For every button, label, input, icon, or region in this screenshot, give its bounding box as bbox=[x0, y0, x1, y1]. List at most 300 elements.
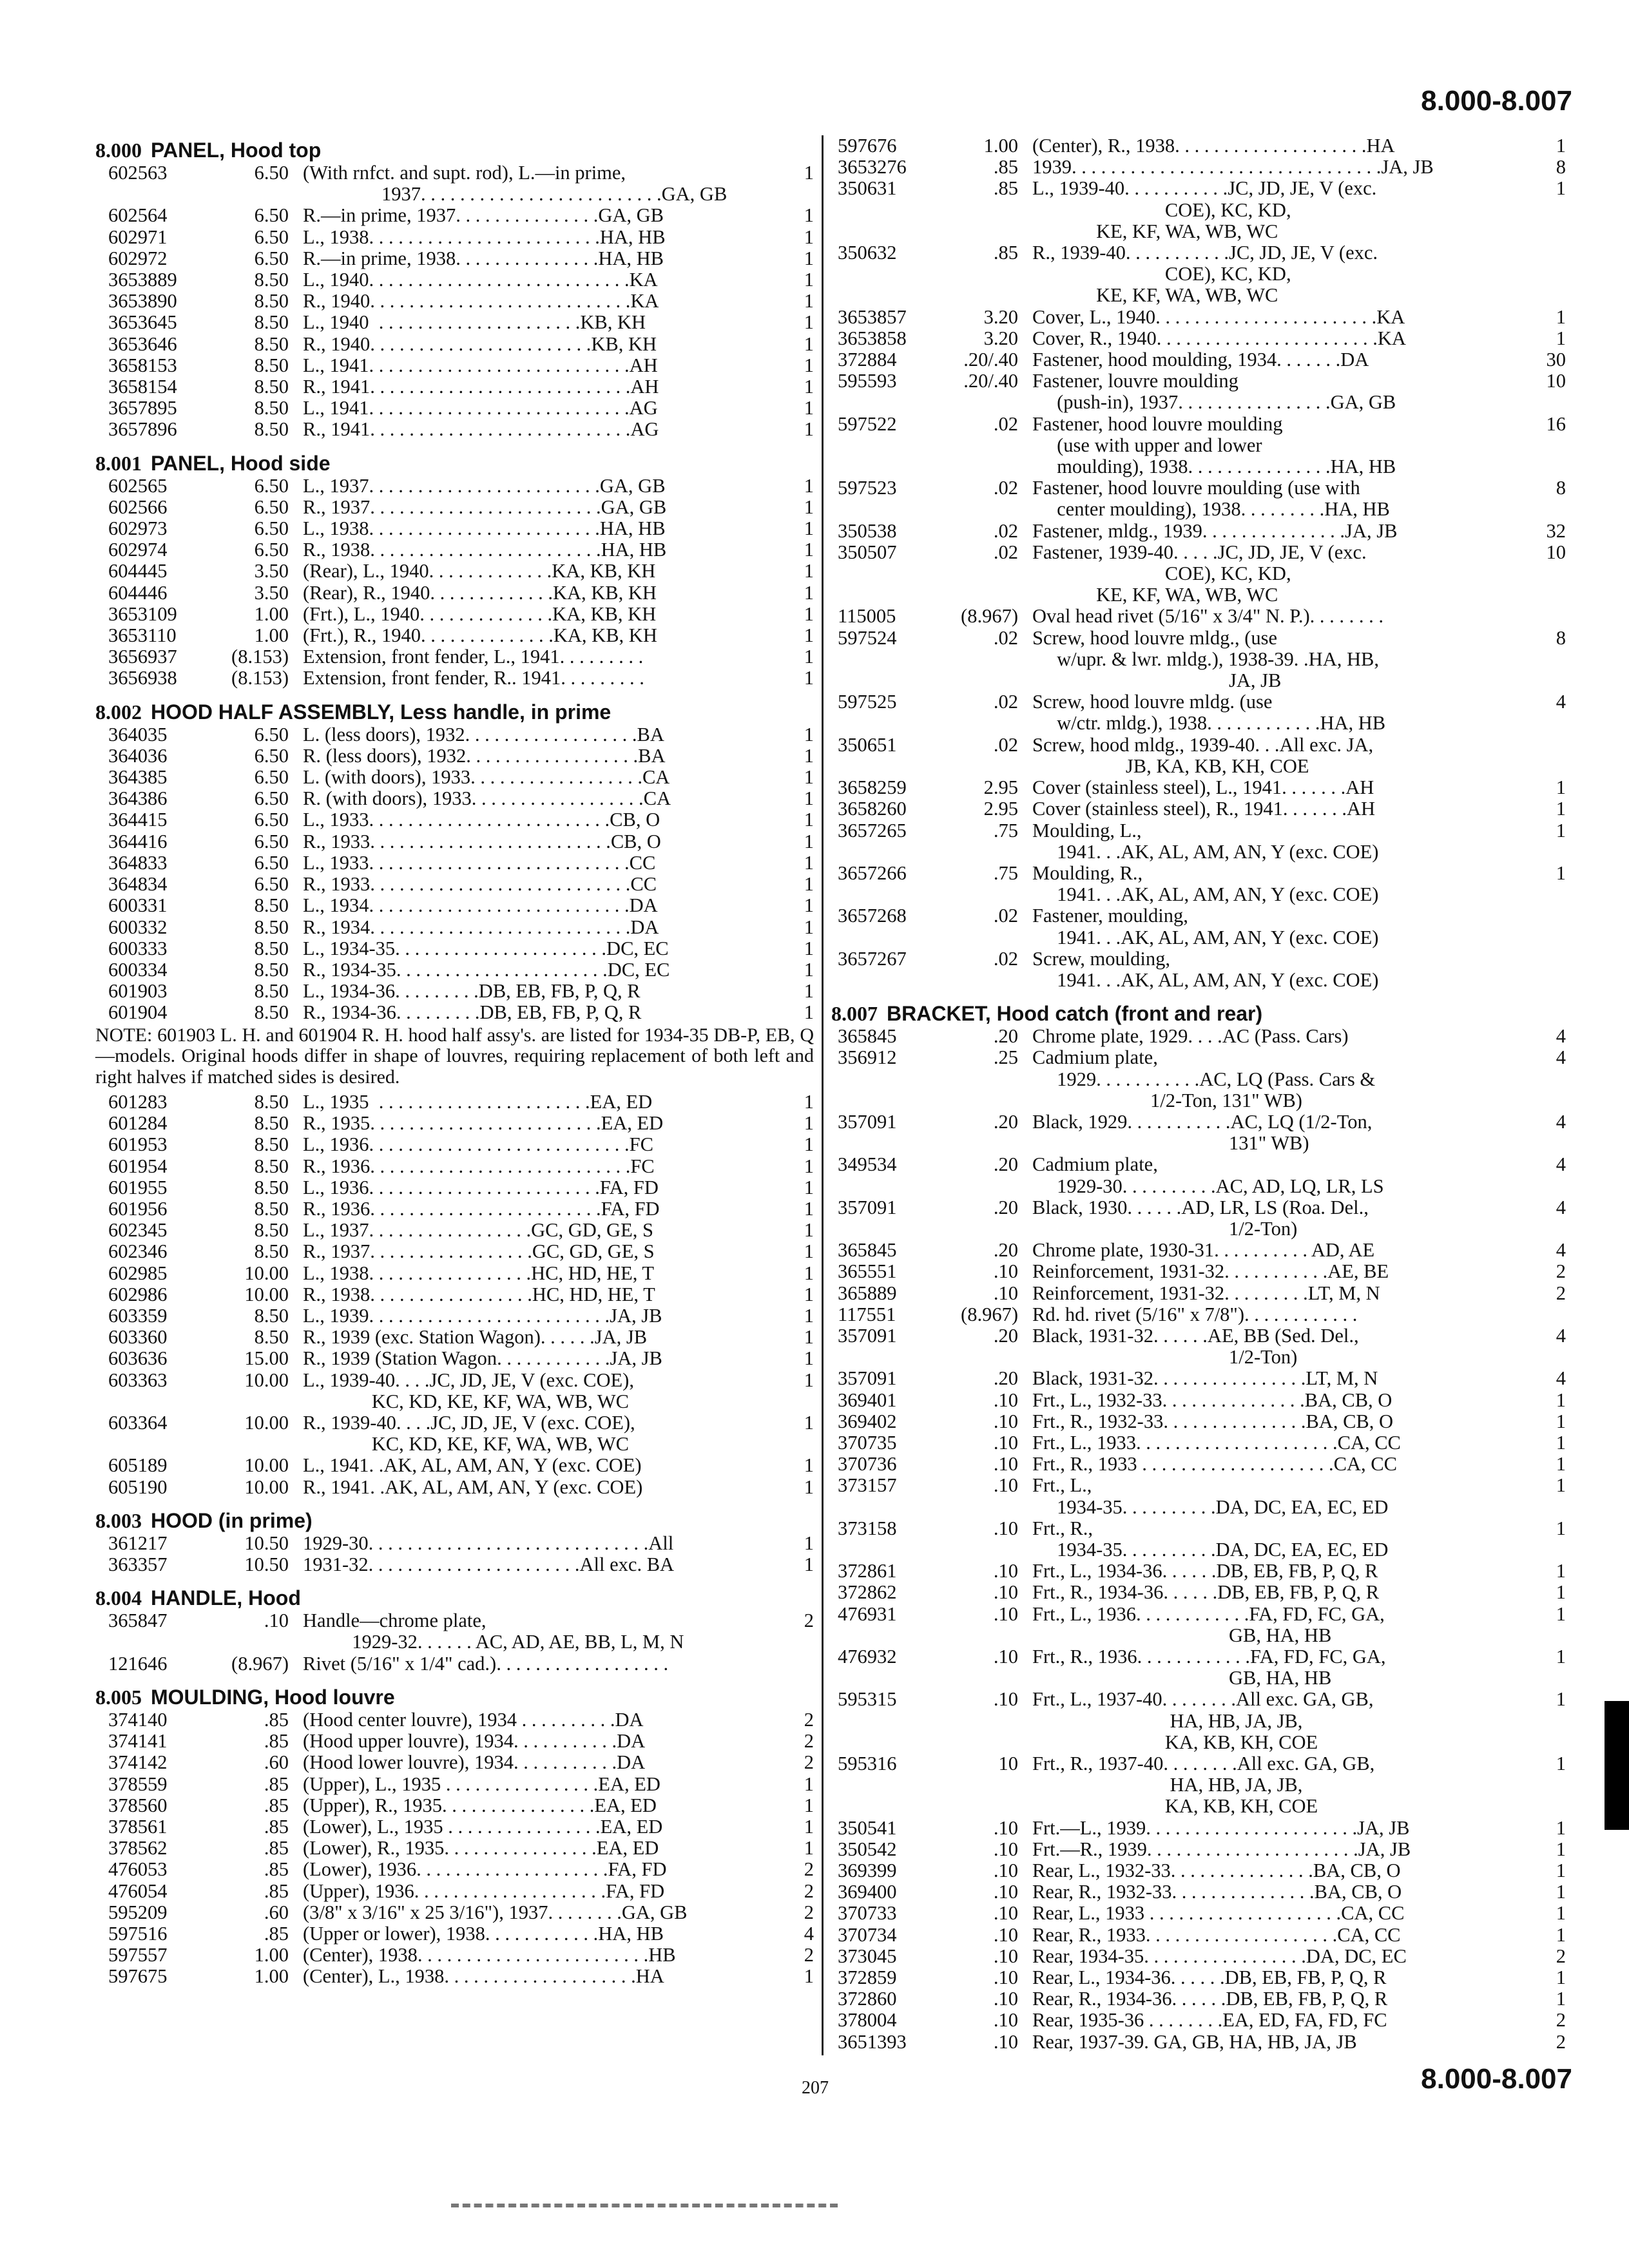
part-description: Screw, hood louvre mldg. (use w/ctr. mldg.), 1938. . . . . . . . . . . .HA, HB bbox=[1032, 691, 1386, 735]
part-description: Reinforcement, 1931-32. . . . . . . . .LT, M, N bbox=[1032, 1282, 1380, 1304]
part-price: 6.50 bbox=[254, 204, 289, 227]
part-row bbox=[95, 1902, 814, 1923]
part-price: .75 bbox=[993, 819, 1018, 841]
part-description: L., 1937. . . . . . . . . . . . . . . . . . . . . . . .GA, GB bbox=[303, 474, 666, 497]
part-price: .85 bbox=[264, 1879, 289, 1902]
part-description: L., 1933. . . . . . . . . . . . . . . . . . . . . . . . . . .CC bbox=[303, 851, 656, 874]
part-quantity: 1 bbox=[804, 1262, 814, 1284]
part-quantity: 2 bbox=[1556, 1282, 1566, 1304]
section-heading bbox=[95, 448, 814, 476]
section-number: 8.003 bbox=[95, 1508, 142, 1532]
part-description: Rear, L., 1934-36. . . . . .DB, EB, FB, P, Q, R bbox=[1032, 1966, 1387, 1989]
part-price: 8.50 bbox=[254, 1155, 289, 1177]
part-row bbox=[95, 355, 814, 376]
part-number: 605190 bbox=[108, 1475, 168, 1498]
part-number: 3656937 bbox=[108, 646, 177, 668]
part-description: R., 1938. . . . . . . . . . . . . . . . . . . . . . . .HA, HB bbox=[303, 539, 667, 561]
part-number: 602345 bbox=[108, 1219, 168, 1242]
part-description: R., 1940. . . . . . . . . . . . . . . . . . . . . . .KB, KH bbox=[303, 332, 657, 355]
part-price: .20 bbox=[993, 1110, 1018, 1133]
part-description: Rear, 1935-36 . . . . . . . .EA, ED, FA, FD, FC bbox=[1032, 2009, 1387, 2032]
part-quantity: 1 bbox=[804, 474, 814, 497]
part-quantity: 1 bbox=[804, 418, 814, 441]
part-description: Frt., R., 1933 . . . . . . . . . . . . . . . . . . . .CA, CC bbox=[1032, 1453, 1397, 1475]
part-row bbox=[831, 157, 1566, 178]
part-row bbox=[95, 1795, 814, 1816]
part-row bbox=[831, 178, 1566, 242]
part-quantity: 1 bbox=[1556, 1517, 1566, 1539]
part-quantity: 1 bbox=[804, 1001, 814, 1024]
part-price: .10 bbox=[993, 1945, 1018, 1967]
part-price: 8.50 bbox=[254, 937, 289, 959]
part-description: (Frt.), R., 1940. . . . . . . . . . . . . .KA, KB, KH bbox=[303, 624, 657, 647]
part-number: 597557 bbox=[108, 1944, 168, 1966]
part-number: 365845 bbox=[838, 1239, 897, 1262]
part-price: 6.50 bbox=[254, 495, 289, 518]
part-quantity: 2 bbox=[804, 1730, 814, 1753]
part-number: 374142 bbox=[108, 1751, 168, 1774]
part-price: (8.153) bbox=[231, 667, 289, 689]
part-description: Rear, L., 1933 . . . . . . . . . . . . . . . . . . . .CA, CC bbox=[1032, 1902, 1405, 1925]
part-row bbox=[831, 777, 1566, 798]
part-number: 378004 bbox=[838, 2009, 897, 2032]
part-quantity: 1 bbox=[1556, 1988, 1566, 2010]
part-price: 8.50 bbox=[254, 1198, 289, 1220]
part-number: 3653646 bbox=[108, 332, 177, 355]
part-quantity: 1 bbox=[1556, 1431, 1566, 1454]
part-description: L., 1938. . . . . . . . . . . . . . . . .HC, HD, HE, T bbox=[303, 1262, 655, 1284]
part-price: 10 bbox=[998, 1753, 1018, 1775]
section-title: MOULDING, Hood louvre bbox=[151, 1685, 395, 1709]
part-description: Fastener, hood moulding, 1934. . . . . . .DA bbox=[1032, 349, 1369, 371]
part-row bbox=[95, 1113, 814, 1134]
part-description: L., 1938. . . . . . . . . . . . . . . . . . . . . . . .HA, HB bbox=[303, 517, 666, 540]
part-row bbox=[95, 809, 814, 831]
part-number: 3653858 bbox=[838, 327, 907, 349]
part-quantity: 1 bbox=[804, 269, 814, 291]
part-description: R., 1941. . . . . . . . . . . . . . . . . . . . . . . . . . .AH bbox=[303, 376, 659, 398]
part-number: 121646 bbox=[108, 1652, 168, 1675]
part-description: Cadmium plate, 1929-30. . . . . . . . . .AC, AD, LQ, LR, LS bbox=[1032, 1153, 1384, 1197]
part-number: 363357 bbox=[108, 1553, 168, 1576]
part-price: 2.95 bbox=[983, 776, 1018, 799]
part-number: 3651393 bbox=[838, 2030, 907, 2053]
part-price: .75 bbox=[993, 861, 1018, 884]
part-number: 365847 bbox=[108, 1610, 168, 1632]
part-row bbox=[95, 1774, 814, 1795]
part-number: 3657895 bbox=[108, 397, 177, 419]
part-quantity: 4 bbox=[804, 1922, 814, 1945]
part-number: 597522 bbox=[838, 412, 897, 435]
part-number: 356912 bbox=[838, 1046, 897, 1069]
part-row bbox=[831, 242, 1566, 307]
part-row bbox=[95, 788, 814, 809]
part-number: 601956 bbox=[108, 1198, 168, 1220]
part-row bbox=[95, 1477, 814, 1498]
part-description: R., 1934. . . . . . . . . . . . . . . . . . . . . . . . . . .DA bbox=[303, 916, 659, 938]
part-quantity: 1 bbox=[1556, 1474, 1566, 1497]
part-description: (Hood upper louvre), 1934. . . . . . . . . . .DA bbox=[303, 1730, 646, 1753]
part-number: 600332 bbox=[108, 916, 168, 938]
part-quantity: 2 bbox=[804, 1879, 814, 1902]
part-price: 8.50 bbox=[254, 332, 289, 355]
part-row bbox=[95, 1241, 814, 1262]
part-row bbox=[95, 1731, 814, 1752]
part-quantity: 1 bbox=[804, 247, 814, 269]
part-row bbox=[95, 1709, 814, 1731]
section-number: 8.005 bbox=[95, 1685, 142, 1709]
part-quantity: 1 bbox=[804, 162, 814, 184]
part-description: (Lower), R., 1935. . . . . . . . . . . . . . . .EA, ED bbox=[303, 1837, 659, 1860]
left-column bbox=[95, 135, 814, 1995]
part-quantity: 1 bbox=[1556, 1923, 1566, 1946]
part-number: 365551 bbox=[838, 1260, 897, 1283]
page-number: 207 bbox=[802, 2078, 829, 2098]
part-quantity: 1 bbox=[804, 311, 814, 334]
part-price: 3.50 bbox=[254, 581, 289, 604]
part-description: Rear, R., 1934-36. . . . . .DB, EB, FB, P, Q, R bbox=[1032, 1988, 1388, 2010]
part-quantity: 1 bbox=[804, 495, 814, 518]
part-row bbox=[831, 1582, 1566, 1603]
part-number: 601284 bbox=[108, 1112, 168, 1135]
part-price: .10 bbox=[993, 1688, 1018, 1711]
part-price: .85 bbox=[264, 1773, 289, 1795]
part-row bbox=[95, 1412, 814, 1455]
part-quantity: 1 bbox=[804, 1553, 814, 1576]
part-row bbox=[95, 1305, 814, 1327]
part-price: .02 bbox=[993, 519, 1018, 542]
part-number: 603360 bbox=[108, 1326, 168, 1349]
part-number: 364415 bbox=[108, 809, 168, 831]
part-number: 601953 bbox=[108, 1133, 168, 1156]
part-quantity: 1 bbox=[1556, 1389, 1566, 1411]
part-price: .10 bbox=[993, 2030, 1018, 2053]
part-description: R., 1941. .AK, AL, AM, AN, Y (exc. COE) bbox=[303, 1475, 643, 1498]
part-description: Extension, front fender, L., 1941. . . . . . . . . bbox=[303, 646, 644, 668]
part-description: R., 1937. . . . . . . . . . . . . . . . .GC, GD, GE, S bbox=[303, 1240, 655, 1263]
part-price: .20 bbox=[993, 1324, 1018, 1347]
part-number: 3658153 bbox=[108, 354, 177, 376]
part-price: .10 bbox=[993, 1988, 1018, 2010]
page-title-top: 8.000-8.007 bbox=[1421, 85, 1572, 117]
part-number: 3653889 bbox=[108, 269, 177, 291]
part-number: 364416 bbox=[108, 830, 168, 852]
part-description: (Upper), L., 1935 . . . . . . . . . . . . . . . .EA, ED bbox=[303, 1773, 660, 1795]
part-price: .10 bbox=[993, 1517, 1018, 1539]
part-price: 8.50 bbox=[254, 916, 289, 938]
part-row bbox=[831, 1047, 1566, 1111]
part-row bbox=[831, 1753, 1566, 1818]
part-row bbox=[95, 1752, 814, 1773]
part-row bbox=[95, 582, 814, 604]
part-description: Frt., L., 1933. . . . . . . . . . . . . . . . . . . . .CA, CC bbox=[1032, 1431, 1401, 1454]
part-description: (Lower), 1936. . . . . . . . . . . . . . . . . . . .FA, FD bbox=[303, 1858, 667, 1881]
part-row bbox=[831, 1111, 1566, 1154]
part-quantity: 1 bbox=[804, 894, 814, 917]
part-quantity: 1 bbox=[804, 851, 814, 874]
part-description: Rd. hd. rivet (5/16" x 7/8"). . . . . . . . . . . . bbox=[1032, 1303, 1358, 1325]
part-price: 8.50 bbox=[254, 894, 289, 917]
part-price: 6.50 bbox=[254, 873, 289, 896]
part-quantity bbox=[1528, 735, 1566, 777]
part-price: .85 bbox=[993, 156, 1018, 178]
part-price: .85 bbox=[993, 242, 1018, 264]
part-row bbox=[95, 162, 814, 205]
part-quantity: 1 bbox=[804, 560, 814, 582]
part-quantity: 10 bbox=[1546, 370, 1566, 392]
part-number: 3657265 bbox=[838, 819, 907, 841]
part-description: Chrome plate, 1930-31. . . . . . . . . . AD, AE bbox=[1032, 1239, 1375, 1262]
part-quantity: 4 bbox=[1556, 691, 1566, 713]
part-price: 6.50 bbox=[254, 474, 289, 497]
part-number: 370735 bbox=[838, 1431, 897, 1454]
part-price: .02 bbox=[993, 691, 1018, 713]
part-quantity: 1 bbox=[1556, 1860, 1566, 1882]
part-description: Reinforcement, 1931-32. . . . . . . . . . .AE, BE bbox=[1032, 1260, 1389, 1283]
part-row bbox=[95, 1177, 814, 1198]
part-description: Frt., L., 1932-33. . . . . . . . . . . . . . .BA, CB, O bbox=[1032, 1389, 1393, 1411]
part-number: 476932 bbox=[838, 1646, 897, 1668]
part-description: L., 1937. . . . . . . . . . . . . . . . .GC, GD, GE, S bbox=[303, 1219, 653, 1242]
part-price: 8.50 bbox=[254, 269, 289, 291]
section-note: NOTE: 601903 L. H. and 601904 R. H. hood half assy's. are listed for 1934-35 DB-P, EB, Q—models. Original hoods differ in shape of louvres, requiring replacement of both left and right halves if matched sides is desired. bbox=[95, 1024, 814, 1088]
part-description: Cover (stainless steel), R., 1941. . . . . . .AH bbox=[1032, 798, 1375, 820]
part-price: .85 bbox=[993, 177, 1018, 200]
part-price: .02 bbox=[993, 626, 1018, 649]
part-row bbox=[831, 1432, 1566, 1454]
part-price: .60 bbox=[264, 1751, 289, 1774]
part-price: 6.50 bbox=[254, 247, 289, 269]
part-description: (Upper), R., 1935. . . . . . . . . . . . . . . .EA, ED bbox=[303, 1794, 657, 1816]
part-row bbox=[831, 1946, 1566, 1967]
part-row bbox=[95, 646, 814, 668]
part-price: .10 bbox=[993, 1881, 1018, 1903]
section-title: HOOD (in prime) bbox=[151, 1508, 313, 1532]
part-price: 8.50 bbox=[254, 418, 289, 441]
part-row bbox=[95, 1816, 814, 1838]
part-price: 6.50 bbox=[254, 830, 289, 852]
part-row bbox=[95, 398, 814, 419]
part-row bbox=[95, 1156, 814, 1177]
part-description: R., 1934-35. . . . . . . . . . . . . . . . . . . . . .DC, EC bbox=[303, 958, 670, 981]
part-quantity: 1 bbox=[804, 1176, 814, 1198]
part-row bbox=[95, 312, 814, 333]
part-price: .85 bbox=[264, 1730, 289, 1753]
part-quantity: 8 bbox=[1556, 156, 1566, 178]
part-quantity: 1 bbox=[1556, 1838, 1566, 1860]
part-quantity: 1 bbox=[804, 1240, 814, 1263]
part-description: Screw, hood louvre mldg., (use w/upr. & lwr. mldg.), 1938-39. .HA, HB, JA, JB bbox=[1032, 626, 1379, 692]
part-price: 1.00 bbox=[254, 602, 289, 625]
part-price: 6.50 bbox=[254, 723, 289, 745]
part-price: 10.00 bbox=[244, 1454, 289, 1477]
part-number: 3653645 bbox=[108, 311, 177, 334]
part-number: 3656938 bbox=[108, 667, 177, 689]
part-quantity: 4 bbox=[1556, 1324, 1566, 1347]
part-row bbox=[831, 1646, 1566, 1689]
part-row bbox=[831, 1604, 1566, 1646]
part-row bbox=[831, 477, 1566, 520]
part-row bbox=[95, 917, 814, 938]
part-row bbox=[831, 1689, 1566, 1753]
part-quantity: 1 bbox=[804, 744, 814, 767]
part-description: R. (with doors), 1933. . . . . . . . . . . . . . . . . .CA bbox=[303, 787, 671, 810]
part-price: 1.00 bbox=[254, 624, 289, 647]
part-quantity: 1 bbox=[804, 1283, 814, 1305]
part-description: R., 1934-36. . . . . . . . .DB, EB, FB, P, Q, R bbox=[303, 1001, 642, 1024]
part-quantity bbox=[776, 1653, 814, 1675]
part-description: Fastener, louvre moulding (push-in), 1937. . . . . . . . . . . . . . . .GA, GB bbox=[1032, 370, 1396, 414]
part-row bbox=[831, 328, 1566, 349]
part-price: .10 bbox=[993, 1923, 1018, 1946]
part-number: 3658260 bbox=[838, 798, 907, 820]
part-row bbox=[95, 476, 814, 497]
part-row bbox=[95, 874, 814, 895]
part-description: R., 1939 (Station Wagon. . . . . . . . . . . .JA, JB bbox=[303, 1347, 662, 1370]
part-description: Frt., R., 1934-35. . . . . . . . . .DA, DC, EA, EC, ED bbox=[1032, 1517, 1389, 1561]
part-description: R., 1936. . . . . . . . . . . . . . . . . . . . . . . .FA, FD bbox=[303, 1198, 660, 1220]
part-price: 8.50 bbox=[254, 354, 289, 376]
part-number: 364386 bbox=[108, 787, 168, 810]
part-number: 3653110 bbox=[108, 624, 177, 647]
part-number: 369402 bbox=[838, 1410, 897, 1432]
part-quantity: 8 bbox=[1556, 477, 1566, 499]
part-price: .85 bbox=[264, 1837, 289, 1860]
part-price: .10 bbox=[993, 1816, 1018, 1839]
part-description: 1929-30. . . . . . . . . . . . . . . . . . . . . . . . . . . . .All bbox=[303, 1532, 674, 1554]
part-description: Fastener, mldg., 1939. . . . . . . . . . . . . . .JA, JB bbox=[1032, 519, 1398, 542]
part-number: 601904 bbox=[108, 1001, 168, 1024]
part-description: (Hood lower louvre), 1934. . . . . . . . . . .DA bbox=[303, 1751, 646, 1774]
part-price: .10 bbox=[993, 1282, 1018, 1304]
part-price: 15.00 bbox=[244, 1347, 289, 1370]
part-description: L., 1939-40. . . .JC, JD, JE, V (exc. COE), KC, KD, KE, KF, WA, WB, WC bbox=[303, 1369, 634, 1412]
part-price: 8.50 bbox=[254, 1219, 289, 1242]
part-quantity: 1 bbox=[1556, 327, 1566, 349]
part-number: 600334 bbox=[108, 958, 168, 981]
part-quantity: 1 bbox=[1556, 1410, 1566, 1432]
part-price: .02 bbox=[993, 477, 1018, 499]
part-row bbox=[831, 948, 1566, 991]
part-description: Frt., R., 1934-36. . . . . .DB, EB, FB, P, Q, R bbox=[1032, 1581, 1380, 1604]
catalog-section bbox=[95, 1583, 814, 1675]
catalog-section bbox=[831, 999, 1566, 2053]
part-price: .10 bbox=[993, 1966, 1018, 1989]
part-description: 1931-32. . . . . . . . . . . . . . . . . . . . . .All exc. BA bbox=[303, 1553, 675, 1576]
part-number: 115005 bbox=[838, 605, 896, 628]
part-description: R., 1933. . . . . . . . . . . . . . . . . . . . . . . . .CB, O bbox=[303, 830, 661, 852]
part-price: 8.50 bbox=[254, 1305, 289, 1327]
part-quantity: 1 bbox=[804, 1773, 814, 1795]
part-number: 595316 bbox=[838, 1753, 897, 1775]
part-price: .02 bbox=[993, 733, 1018, 756]
section-title: HOOD HALF ASSEMBLY, Less handle, in prime bbox=[151, 700, 612, 724]
catalog-section bbox=[95, 135, 814, 441]
part-description: Screw, moulding, 1941. . .AK, AL, AM, AN, Y (exc. COE) bbox=[1032, 947, 1379, 991]
part-quantity: 1 bbox=[804, 290, 814, 312]
part-quantity: 1 bbox=[1556, 1581, 1566, 1604]
part-row bbox=[95, 938, 814, 959]
part-number: 602346 bbox=[108, 1240, 168, 1263]
part-description: L., 1935 . . . . . . . . . . . . . . . . . . . . . .EA, ED bbox=[303, 1091, 653, 1113]
part-quantity: 1 bbox=[804, 958, 814, 981]
part-number: 364036 bbox=[108, 744, 168, 767]
part-number: 602974 bbox=[108, 539, 168, 561]
part-price: .10 bbox=[993, 1453, 1018, 1475]
part-number: 369400 bbox=[838, 1881, 897, 1903]
part-number: 603364 bbox=[108, 1412, 168, 1434]
part-number: 364385 bbox=[108, 766, 168, 789]
part-description: Black, 1931-32. . . . . .AE, BB (Sed. Del., 1/2-Ton) bbox=[1032, 1324, 1359, 1369]
scan-artifact-dashes bbox=[451, 2204, 838, 2211]
part-description: Black, 1930. . . . . .AD, LR, LS (Roa. Del., 1/2-Ton) bbox=[1032, 1196, 1369, 1240]
part-row bbox=[831, 1304, 1566, 1325]
part-quantity: 1 bbox=[804, 624, 814, 647]
part-number: 357091 bbox=[838, 1196, 897, 1218]
part-row bbox=[95, 895, 814, 916]
part-number: 476053 bbox=[108, 1858, 168, 1881]
part-quantity: 1 bbox=[804, 1347, 814, 1370]
part-quantity: 1 bbox=[1556, 776, 1566, 799]
part-row bbox=[95, 227, 814, 248]
section-title: PANEL, Hood top bbox=[151, 139, 322, 162]
part-description: Extension, front fender, R.. 1941. . . . . . . . . bbox=[303, 667, 644, 689]
part-row bbox=[95, 1091, 814, 1113]
part-number: 378560 bbox=[108, 1794, 168, 1816]
part-number: 350538 bbox=[838, 519, 897, 542]
part-price: 3.20 bbox=[983, 327, 1018, 349]
part-number: 370736 bbox=[838, 1453, 897, 1475]
part-quantity: 1 bbox=[1556, 1688, 1566, 1711]
section-number: 8.001 bbox=[95, 451, 142, 475]
part-number: 350541 bbox=[838, 1816, 897, 1839]
part-number: 602564 bbox=[108, 204, 168, 227]
part-row bbox=[95, 1533, 814, 1554]
part-quantity: 2 bbox=[804, 1708, 814, 1731]
catalog-section bbox=[95, 1682, 814, 1988]
part-description: Black, 1929. . . . . . . . . . .AC, LQ (1/2-Ton, 131" WB) bbox=[1032, 1110, 1373, 1155]
part-row bbox=[831, 905, 1566, 948]
part-description: (Center), 1938. . . . . . . . . . . . . . . . . . . . . . . .HB bbox=[303, 1944, 676, 1966]
part-description: R., 1937. . . . . . . . . . . . . . . . . . . . . . . .GA, GB bbox=[303, 495, 667, 518]
part-row bbox=[831, 1561, 1566, 1582]
part-row bbox=[95, 745, 814, 767]
part-price: .85 bbox=[264, 1922, 289, 1945]
part-description: Frt., L., 1934-36. . . . . .DB, EB, FB, P, Q, R bbox=[1032, 1560, 1378, 1582]
part-price: .10 bbox=[993, 1838, 1018, 1860]
part-description: Cover, L., 1940. . . . . . . . . . . . . . . . . . . . . . .KA bbox=[1032, 305, 1405, 328]
part-price: 6.50 bbox=[254, 226, 289, 248]
part-price: 3.50 bbox=[254, 560, 289, 582]
part-row bbox=[831, 1475, 1566, 1517]
part-row bbox=[95, 767, 814, 788]
part-price: 10.50 bbox=[244, 1532, 289, 1554]
section-heading bbox=[95, 135, 814, 162]
part-number: 3653890 bbox=[108, 290, 177, 312]
part-number: 373157 bbox=[838, 1474, 897, 1497]
part-description: R., 1940. . . . . . . . . . . . . . . . . . . . . . . . . . .KA bbox=[303, 290, 659, 312]
part-number: 3657896 bbox=[108, 418, 177, 441]
part-description: Fastener, hood louvre moulding (use with upper and lower moulding), 1938. . . . . . . . . . . . . . .HA, HB bbox=[1032, 412, 1396, 478]
section-number: 8.004 bbox=[95, 1586, 142, 1610]
part-price: .10 bbox=[993, 1389, 1018, 1411]
part-description: Cover (stainless steel), L., 1941. . . . . . .AH bbox=[1032, 776, 1374, 799]
part-price: 8.50 bbox=[254, 958, 289, 981]
part-number: 369401 bbox=[838, 1389, 897, 1411]
part-row bbox=[95, 419, 814, 440]
part-quantity: 1 bbox=[804, 766, 814, 789]
part-row bbox=[95, 1838, 814, 1859]
